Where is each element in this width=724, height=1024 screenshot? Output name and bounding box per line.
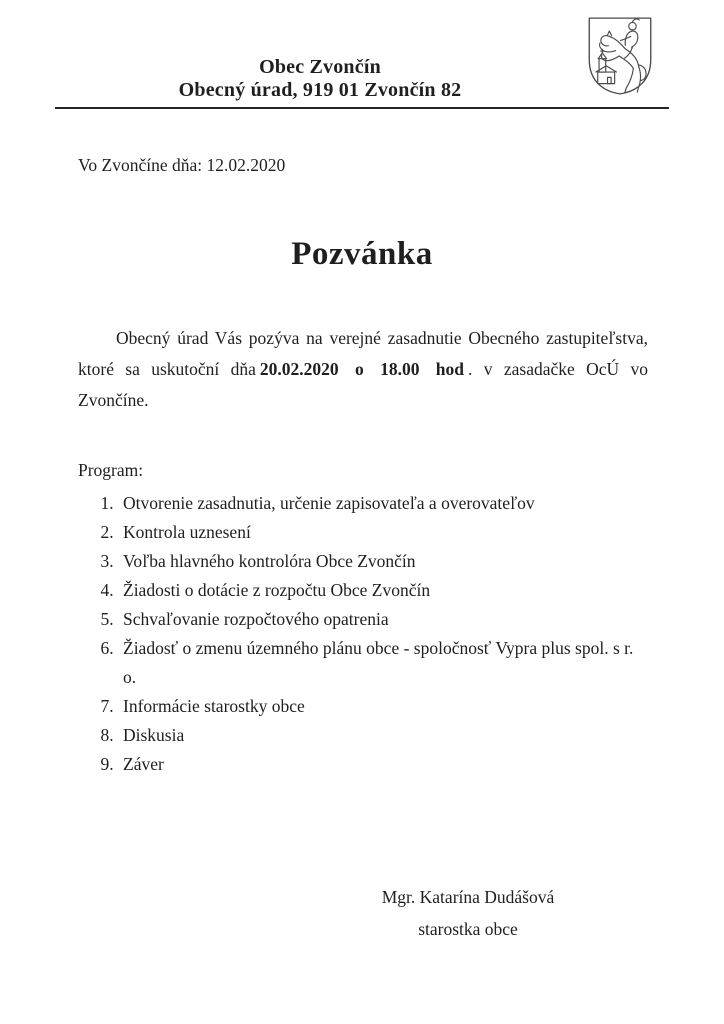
program-item: 8. Diskusia [118, 721, 648, 750]
signature-role: starostka obce [418, 919, 518, 939]
signature-block [325, 881, 611, 945]
letterhead [0, 0, 724, 109]
program-item: 7. Informácie starostky obce [118, 692, 648, 721]
program-item: 9. Záver [118, 750, 648, 779]
page-title: Pozvánka [291, 236, 433, 272]
signature-name: Mgr. Katarína Dudášová [381, 887, 555, 907]
dateline: Vo Zvončíne dňa: 12.02.2020 [78, 155, 286, 175]
program-item: 5. Schvaľovanie rozpočtového opatrenia [118, 605, 648, 634]
meeting-datetime: 20.02.2020 o 18.00 hod [259, 359, 465, 379]
program-item: 3. Voľba hlavného kontrolóra Obce Zvončín [118, 547, 648, 576]
invitation-paragraph [78, 323, 648, 416]
invitation-text-after: . v zasadačke OcÚ vo Zvončíne. [78, 359, 648, 410]
program-item: 2. Kontrola uznesení [118, 518, 648, 547]
invitation-text-before: Obecný úrad Vás pozýva na verejné zasadnutie Obecného zastupiteľstva, ktoré sa uskutoční dňa [78, 328, 648, 379]
letterhead-divider [55, 107, 669, 109]
program-label: Program: [78, 460, 144, 480]
org-address: Obecný úrad, 919 01 Zvončín 82 [178, 79, 462, 101]
coat-of-arms-icon [582, 15, 658, 97]
org-name: Obec Zvončín [259, 56, 381, 78]
letterhead-text [55, 56, 585, 102]
program-item: 4. Žiadosti o dotácie z rozpočtu Obce Zvončín [118, 576, 648, 605]
program-item: 6. Žiadosť o zmenu územného plánu obce - spoločnosť Vypra plus spol. s r. o. [118, 634, 648, 692]
program-list [78, 489, 648, 779]
program-item: 1. Otvorenie zasadnutia, určenie zapisovateľa a overovateľov [118, 489, 648, 518]
